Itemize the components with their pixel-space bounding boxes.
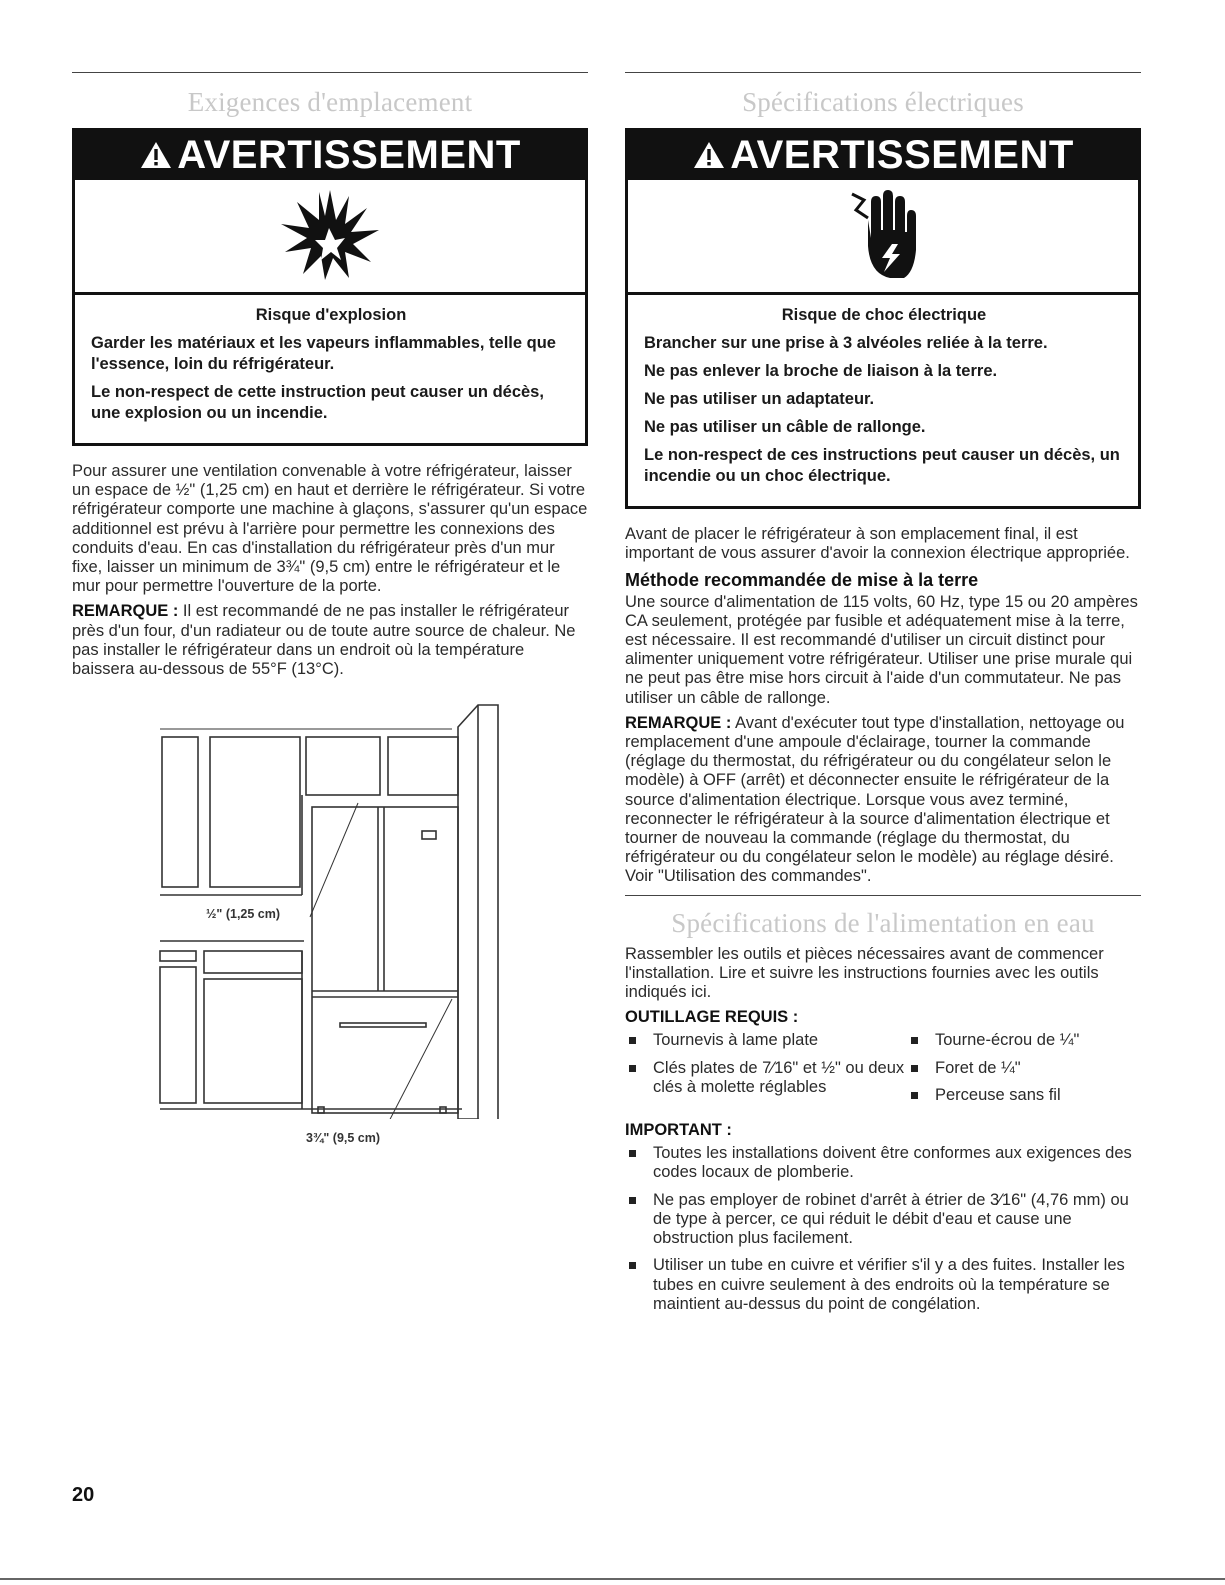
section-rule [72,72,588,73]
left-column [72,72,588,1146]
tools-title: OUTILLAGE REQUIS : [625,1008,799,1027]
warning-line: Ne pas utiliser un câble de rallonge. [644,418,926,436]
grounding-paragraph: Une source d'alimentation de 115 volts, 60 Hz, type 15 ou 20 ampères CA seulement, protégée par fusible et adéquatement mise à la terre, est nécessaire. Il est recommandé d'utiliser un circuit distinct pour alimenter uniquement votre réfrigérateur. Utiliser une prise murale qui ne peut pas être mise hors circuit à l'aide d'un commutateur. Ne pas utiliser un câble de rallonge. [625,592,1138,707]
warning-risk-title: Risque de choc électrique [781,306,987,324]
note-text: Avant d'exécuter tout type d'installation, nettoyage ou remplacement d'une ampoule d'éclairage, tourner la commande (réglage du thermostat, du réfrigérateur ou du congélateur selon le modèle) à OFF (arrêt) et déconnecter ensuite le réfrigérateur de la source d'alimentation électrique. Lorsque vous avez terminé, reconnecter le réfrigérateur à la source d'alimentation électrique et tourner de nouveau la commande (réglage du thermostat, du réfrigérateur ou du congélateur selon le modèle) au réglage désiré. Voir "Utilisation des commandes". [625,713,1125,886]
warning-header [628,131,1138,180]
list-item: Perceuse sans fil [907,1086,1141,1105]
grounding-title: Méthode recommandée de mise à la terre [625,570,979,591]
section-title-location: Exigences d'emplacement [187,87,473,117]
water-body [625,945,1141,1314]
important-list [625,1144,1141,1314]
section-rule [625,895,1141,896]
warning-text [75,295,585,443]
warning-line: Ne pas utiliser un adaptateur. [644,390,875,408]
warning-triangle-icon [139,140,173,170]
note-label: REMARQUE : [625,713,732,732]
clearance-diagram [152,699,502,1146]
warning-line: Le non-respect de cette instruction peut causer un décès, une explosion ou un incendie. [91,383,544,422]
clearance-label-top: ½" (1,25 cm) [206,907,281,922]
list-item: Tournevis à lame plate [625,1031,907,1050]
warning-line: Brancher sur une prise à 3 alvéoles reliée à la terre. [644,334,1048,352]
warning-icon-area [75,180,585,295]
note-label: REMARQUE : [72,602,179,621]
clearance-label-bottom: 3¾" (9,5 cm) [306,1131,381,1146]
list-item: Tourne-écrou de ¼" [907,1031,1141,1050]
section-rule [625,72,1141,73]
warning-line: Ne pas enlever la broche de liaison à la terre. [644,362,998,380]
tools-column-1 [625,1031,907,1113]
warning-header-label: AVERTISSEMENT [730,133,1074,177]
section-title-electrical: Spécifications électriques [742,87,1024,117]
warning-icon-area [628,180,1138,295]
warning-line: Garder les matériaux et les vapeurs inflammables, telle que l'essence, loin du réfrigérateur. [91,334,556,373]
list-item: Toutes les installations doivent être conformes aux exigences des codes locaux de plomberie. [625,1144,1141,1182]
tools-list [625,1031,1141,1113]
warning-box-explosion [72,128,588,446]
list-item: Utiliser un tube en cuivre et vérifier s'il y a des fuites. Installer les tubes en cuivre seulement à des endroits où la température se maintient au-dessus du point de congélation. [625,1256,1141,1314]
list-item: Clés plates de 7⁄16" et ½" ou deux clés à molette réglables [625,1059,907,1097]
location-body [72,462,588,679]
warning-header-label: AVERTISSEMENT [177,133,521,177]
electrical-intro: Avant de placer le réfrigérateur à son emplacement final, il est important de vous assurer d'avoir la connexion électrique appropriée. [625,525,1130,563]
important-title: IMPORTANT : [625,1121,732,1140]
list-item: Ne pas employer de robinet d'arrêt à étrier de 3⁄16" (4,76 mm) ou de type à percer, ce qui réduit le débit d'eau et cause une obstruction plus facilement. [625,1191,1141,1249]
refrigerator-cabinet-illustration [152,699,502,1119]
warning-header [75,131,585,180]
tools-column-2 [907,1031,1141,1113]
warning-line: Le non-respect de ces instructions peut causer un décès, un incendie ou un choc électrique. [644,446,1120,485]
warning-box-electric [625,128,1141,509]
note-text: Il est recommandé de ne pas installer le réfrigérateur près d'un four, d'un radiateur ou de toute autre source de chaleur. Ne pas installer le réfrigérateur dans un endroit où la température baissera au-dessous de 55°F (13°C). [72,602,576,679]
section-title-water: Spécifications de l'alimentation en eau [671,907,1095,938]
right-column [625,72,1141,1322]
list-item: Foret de ¼" [907,1059,1141,1078]
explosion-icon [275,186,385,282]
warning-risk-title: Risque d'explosion [255,306,407,324]
electric-shock-hand-icon [838,186,928,286]
water-intro: Rassembler les outils et pièces nécessaires avant de commencer l'installation. Lire et suivre les instructions fournies avec les outils indiqués ici. [625,944,1104,1002]
electrical-body [625,525,1141,887]
page-number: 20 [72,1484,95,1506]
page-bottom-rule [0,1578,1225,1580]
warning-text [628,295,1138,506]
electrical-note [625,714,1141,887]
location-paragraph: Pour assurer une ventilation convenable à votre réfrigérateur, laisser un espace de ½" (1,25 cm) en haut et derrière le réfrigérateur. Si votre réfrigérateur comporte une machine à glaçons, s'assurer qu'un espace additionnel est prévu à l'arrière pour permettre les connexions des conduits d'eau. En cas d'installation du réfrigérateur près d'un mur fixe, laisser un minimum de 3¾" (9,5 cm) entre le réfrigérateur et le mur pour permettre l'ouverture de la porte. [72,462,588,596]
warning-triangle-icon [692,140,726,170]
location-note [72,602,588,679]
